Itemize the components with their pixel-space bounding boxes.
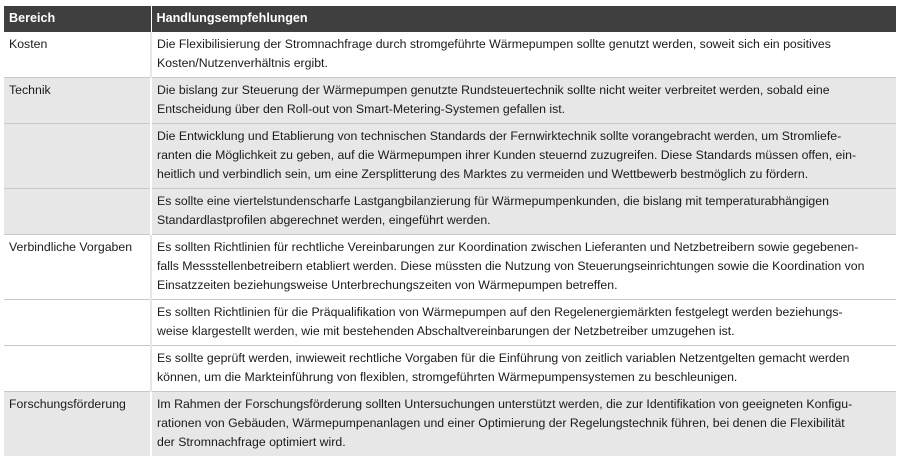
column-header-area: Bereich [4, 6, 151, 32]
row-area: Kosten [4, 32, 151, 77]
table-row [4, 188, 896, 234]
text-line: Es sollten Richtlinien für die Präqualifikation von Wärmepumpen auf den Regelenergiemärkten festgelegt werden beziehungs- [157, 304, 843, 319]
row-recommendation [151, 32, 896, 77]
text-line: Im Rahmen der Forschungsförderung sollten Untersuchungen unterstützt werden, die zur Identifikation von geeigneten Konfigu- [157, 396, 853, 411]
table-row [4, 391, 896, 456]
table-row [4, 32, 896, 77]
text-line: falls Messstellenbetreibern etabliert werden. Diese müssten die Nutzung von Steuerungseinrichtungen sowie die Koordination von [157, 259, 865, 274]
row-recommendation [151, 345, 896, 391]
text-line: Kosten/Nutzenverhältnis ergibt. [157, 56, 328, 71]
text-line: Es sollte geprüft werden, inwieweit rechtliche Vorgaben für die Einführung von zeitlich variablen Netzentgelten gemacht werden [157, 350, 850, 365]
text-line: Einsatzzeiten beziehungsweise Unterbrechungszeiten von Wärmepumpen betreffen. [157, 278, 618, 293]
text-line: Standardlastprofilen abgerechnet werden, eingeführt werden. [157, 213, 491, 228]
row-recommendation [151, 234, 896, 299]
table-row [4, 299, 896, 345]
row-area [4, 345, 151, 391]
table-row [4, 77, 896, 123]
text-line: Entscheidung über den Roll-out von Smart-Metering-Systemen gefallen ist. [157, 102, 566, 117]
text-line: Es sollten Richtlinien für rechtliche Vereinbarungen zur Koordination zwischen Lieferanten und Netzbetreibern sowie gegebenen- [157, 239, 859, 254]
text-line: ranten die Möglichkeit zu geben, auf die Wärmepumpen ihrer Kunden steuernd zuzugreifen. Diese Standards müssen offen, ein- [157, 148, 857, 163]
row-recommendation [151, 123, 896, 188]
text-line: heitlich und verbindlich sein, um eine Zersplitterung des Marktes zu vermeiden und Wettbewerb bestmöglich zu fördern. [157, 167, 809, 182]
text-line: rationen von Gebäuden, Wärmepumpenanlagen und einer Optimierung der Regelungstechnik führen, bei denen die Flexibilität [157, 415, 845, 430]
text-line: Die Entwicklung und Etablierung von technischen Standards der Fernwirktechnik sollte vorangebracht werden, um Stromliefe- [157, 128, 842, 143]
text-line: Die bislang zur Steuerung der Wärmepumpen genutzte Rundsteuertechnik sollte nicht weiter verbreitet werden, sobald eine [157, 82, 830, 97]
recommendations-table-wrapper [4, 6, 896, 457]
row-area: Forschungsförderung [4, 391, 151, 456]
row-recommendation [151, 299, 896, 345]
text-line: können, um die Markteinführung von flexiblen, stromgeführten Wärmepumpensystemen zu beschleunigen. [157, 370, 738, 385]
row-area: Verbindliche Vorgaben [4, 234, 151, 299]
text-line: der Stromnachfrage optimiert wird. [157, 435, 346, 450]
row-area [4, 123, 151, 188]
recommendations-table [4, 6, 896, 457]
row-recommendation [151, 188, 896, 234]
table-row [4, 345, 896, 391]
table-header-row [4, 6, 896, 32]
row-area: Technik [4, 77, 151, 123]
row-area [4, 299, 151, 345]
row-recommendation [151, 77, 896, 123]
column-header-recommendations: Handlungsempfehlungen [151, 6, 896, 32]
text-line: Die Flexibilisierung der Stromnachfrage durch stromgeführte Wärmepumpen sollte genutzt werden, soweit sich ein positives [157, 37, 831, 51]
text-line: Es sollte eine viertelstundenscharfe Lastgangbilanzierung für Wärmepumpenkunden, die bislang mit temperaturabhängigen [157, 193, 829, 208]
text-line: weise klargestellt werden, wie mit bestehenden Abschaltvereinbarungen der Netzbetreiber umzugehen ist. [157, 324, 735, 339]
row-recommendation [151, 391, 896, 456]
row-area [4, 188, 151, 234]
table-row [4, 234, 896, 299]
table-row [4, 123, 896, 188]
